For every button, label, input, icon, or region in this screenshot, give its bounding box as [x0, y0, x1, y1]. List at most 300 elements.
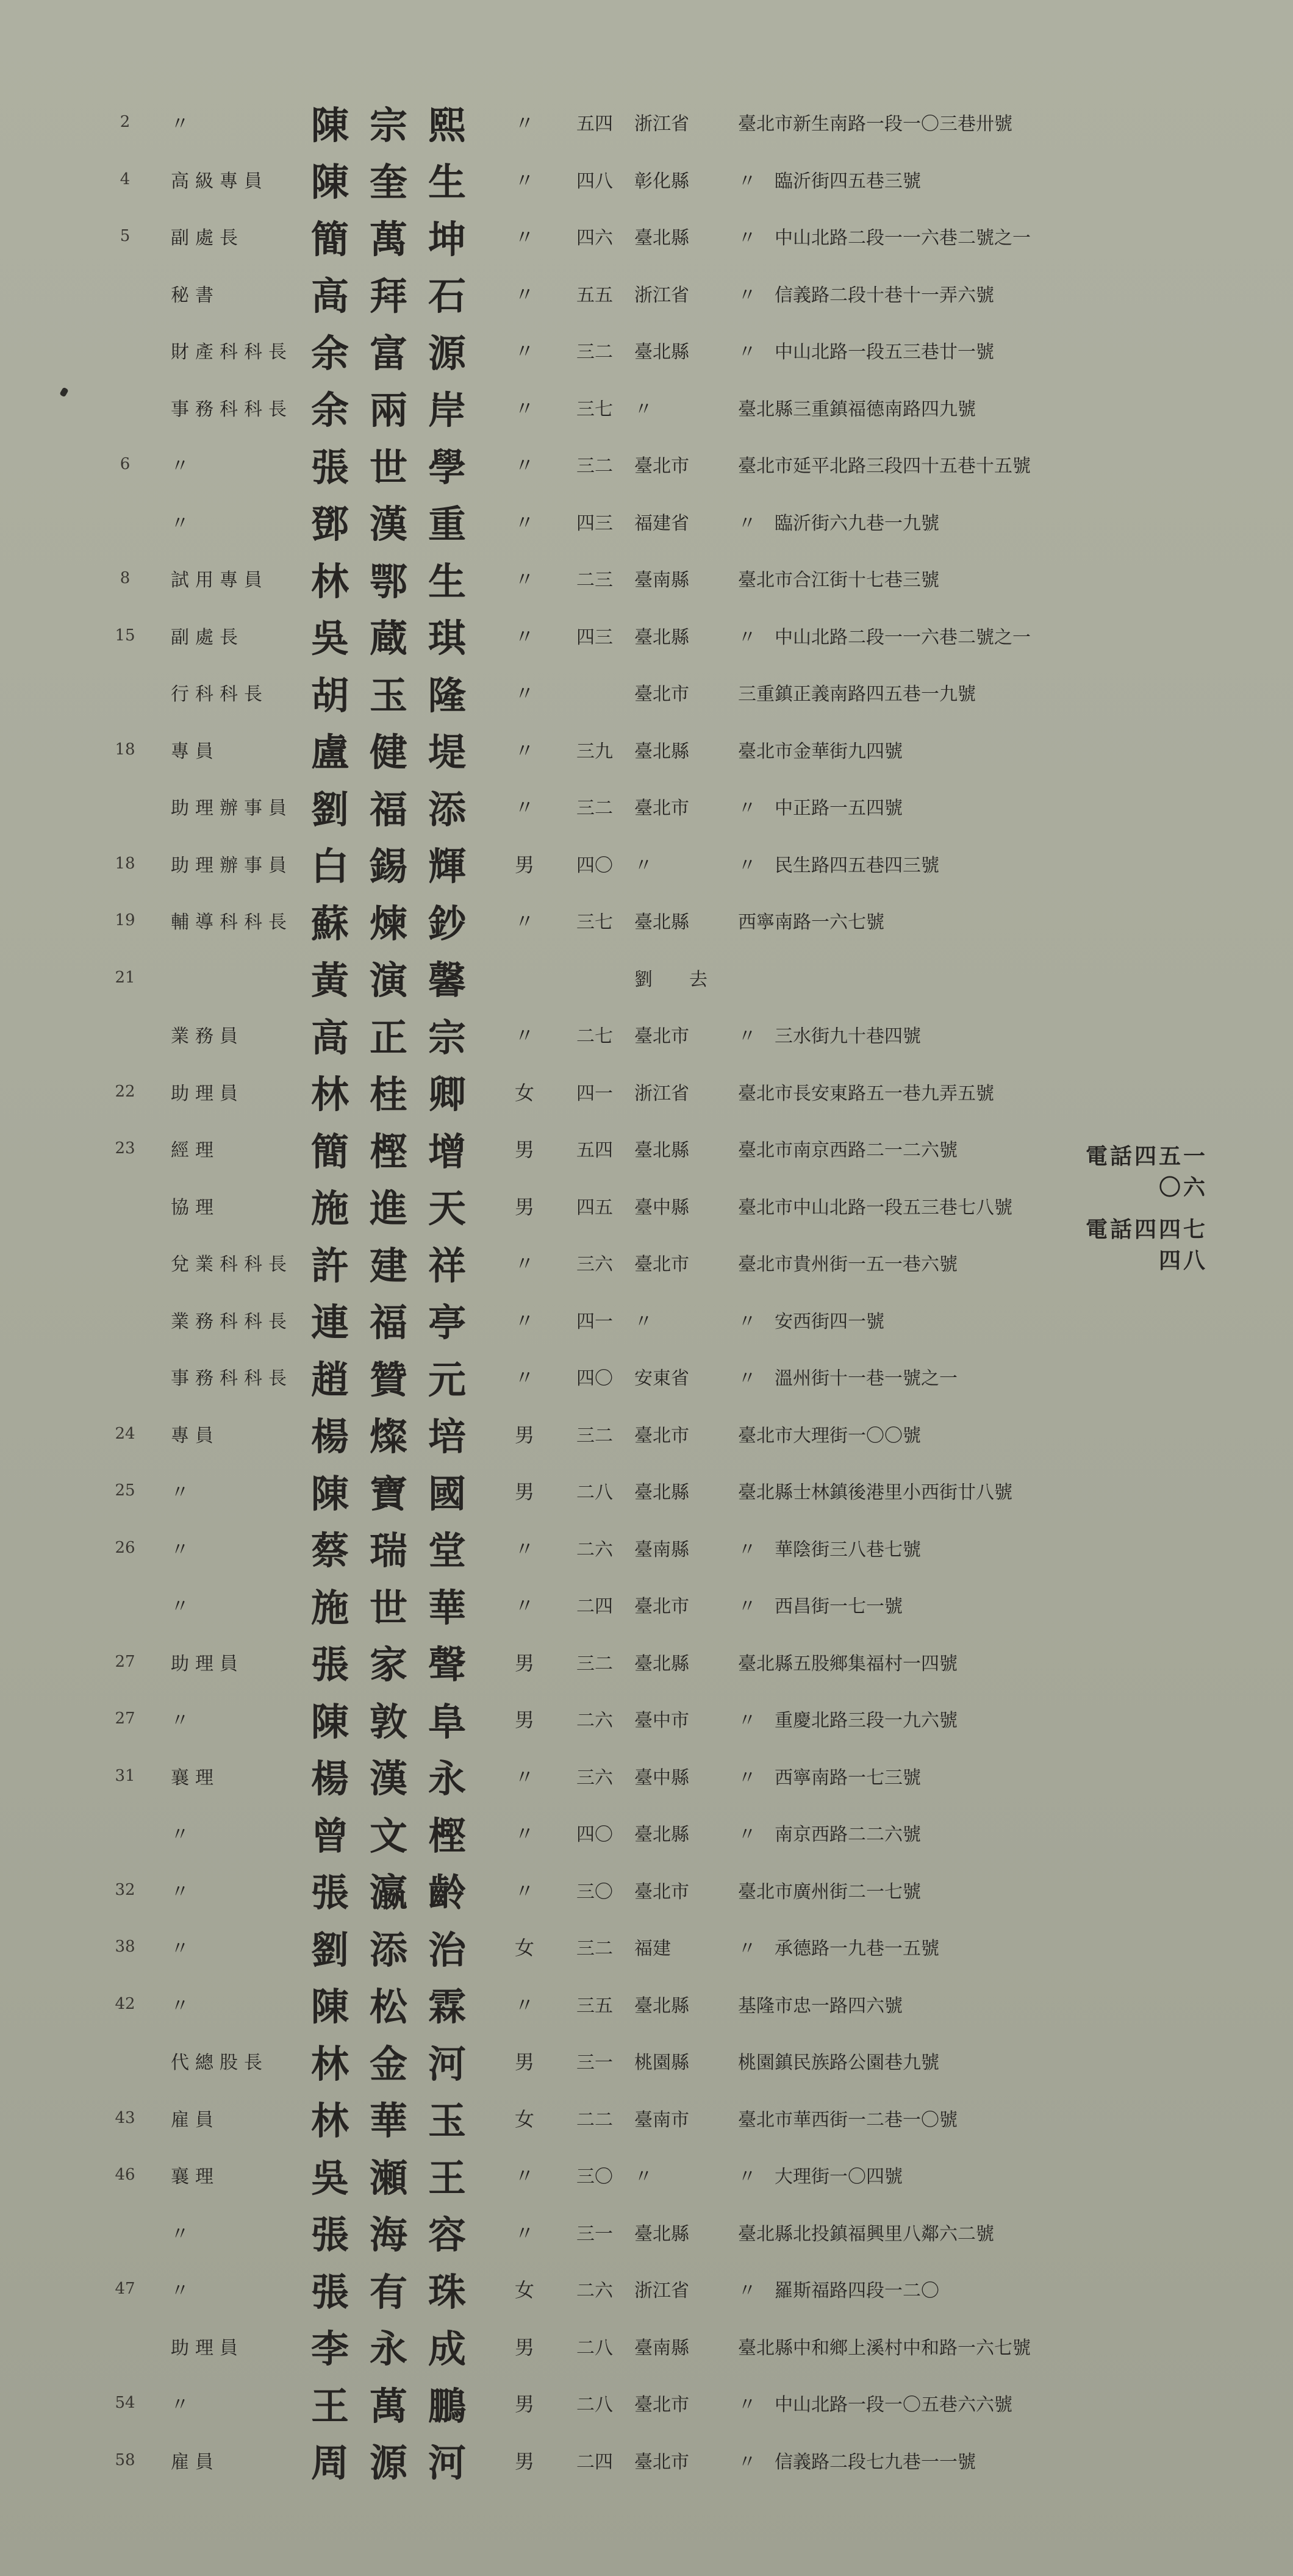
roster-row	[91, 1528, 1116, 1573]
roster-addr: 〃 中山北路一段五三巷廿一號	[738, 342, 994, 363]
roster-name: 蘇煉鈔	[311, 901, 487, 946]
roster-addr: 〃 承德路一九巷一五號	[738, 1938, 939, 1959]
roster-addr: 臺北市貴州街一五一巷六號	[738, 1254, 958, 1275]
roster-row	[91, 160, 1116, 204]
roster-origin: 臺北縣	[634, 1824, 689, 1845]
roster-gender: 〃	[514, 226, 534, 249]
roster-age: 三〇	[576, 1881, 613, 1903]
roster-addr: 〃 安西街四一號	[738, 1311, 884, 1333]
roster-gender: 男	[514, 1708, 534, 1731]
roster-row	[91, 2098, 1116, 2143]
roster-row	[91, 1585, 1116, 1630]
phone-number-1: 電話四五一〇六	[1086, 1143, 1208, 1200]
roster-age: 三二	[576, 456, 613, 477]
roster-no: 2	[120, 113, 131, 131]
roster-gender: 男	[514, 2449, 534, 2473]
roster-no: 27	[115, 1652, 135, 1671]
roster-row	[91, 1243, 1116, 1288]
roster-title: 助理辦事員	[171, 798, 293, 819]
roster-row	[91, 445, 1116, 490]
roster-age: 五四	[576, 113, 613, 135]
roster-age: 三七	[576, 912, 613, 933]
roster-row	[91, 502, 1116, 546]
roster-no: 31	[115, 1766, 135, 1785]
roster-origin: 臺南市	[634, 2109, 689, 2131]
roster-origin: 〃	[634, 1311, 653, 1333]
roster-age: 二六	[576, 1539, 613, 1561]
roster-row	[91, 2441, 1116, 2485]
roster-row	[91, 1870, 1116, 1915]
roster-title: 襄理	[171, 2166, 220, 2188]
roster-name: 陳宗熙	[311, 102, 487, 148]
roster-name: 周源河	[311, 2441, 487, 2485]
roster-addr: 臺北縣北投鎮福興里八鄰六二號	[738, 2223, 994, 2245]
roster-age: 三六	[576, 1767, 613, 1789]
roster-name: 趙贊元	[311, 1357, 487, 1402]
roster-origin: 臺北市	[634, 2451, 689, 2473]
roster-title: 襄理	[171, 1767, 220, 1789]
roster-row	[91, 787, 1116, 832]
roster-no: 25	[115, 1481, 135, 1500]
roster-gender: 〃	[514, 1366, 534, 1389]
roster-title: 秘書	[171, 284, 220, 306]
roster-addr: 〃 中山北路二段一一六巷二號之一	[738, 626, 1031, 648]
roster-gender: 〃	[514, 282, 534, 306]
roster-origin: 臺北市	[634, 1425, 689, 1447]
roster-origin: 浙江省	[634, 1082, 689, 1104]
roster-name: 楊燦培	[311, 1414, 487, 1459]
roster-no: 38	[115, 1937, 135, 1956]
roster-row	[91, 1357, 1116, 1402]
roster-name: 吳蔵琪	[311, 616, 487, 660]
roster-origin: 浙江省	[634, 2280, 689, 2302]
roster-origin: 臺北市	[634, 456, 689, 477]
roster-origin: 〃	[634, 854, 653, 876]
roster-title: 雇員	[171, 2109, 220, 2131]
roster-no: 26	[115, 1538, 135, 1557]
roster-origin: 臺北縣	[634, 1653, 689, 1675]
roster-name: 陳奎生	[311, 160, 487, 204]
roster-gender: 〃	[514, 2221, 534, 2245]
roster-name: 吳瀬王	[311, 2155, 487, 2200]
roster-row	[91, 2269, 1116, 2314]
roster-name: 簡萬坤	[311, 216, 487, 262]
roster-row	[91, 1129, 1116, 1174]
roster-gender: 〃	[514, 1879, 534, 1903]
roster-name: 連福亭	[311, 1300, 487, 1345]
roster-title: 〃	[171, 2394, 195, 2416]
roster-name: 白錫輝	[311, 844, 487, 889]
roster-row	[91, 1072, 1116, 1117]
roster-gender: 〃	[514, 1822, 534, 1845]
roster-age: 二七	[576, 1026, 613, 1047]
roster-title: 協理	[171, 1197, 220, 1218]
roster-age: 二六	[576, 2280, 613, 2302]
roster-age: 四一	[576, 1311, 613, 1333]
roster-title: 〃	[171, 2280, 195, 2302]
roster-row	[91, 958, 1116, 1003]
roster-title: 〃	[171, 1881, 195, 1903]
roster-name: 張有珠	[311, 2269, 487, 2314]
roster-addr: 臺北市金華街九四號	[738, 740, 903, 762]
roster-age: 四三	[576, 626, 613, 648]
roster-name: 李永成	[311, 2327, 487, 2371]
roster-title: 〃	[171, 2223, 195, 2245]
roster-origin: 臺中縣	[634, 1767, 689, 1789]
roster-addr: 〃 臨沂街四五巷三號	[738, 170, 921, 192]
roster-addr: 臺北市廣州街二一七號	[738, 1881, 921, 1903]
roster-addr: 〃 三水街九十巷四號	[738, 1026, 921, 1047]
roster-addr: 〃 西寧南路一七三號	[738, 1767, 921, 1789]
roster-addr: 基隆市忠一路四六號	[738, 1995, 903, 2017]
roster-age: 二八	[576, 2337, 613, 2359]
roster-title: 代總股長	[171, 2052, 268, 2073]
roster-row	[91, 1300, 1116, 1345]
roster-name: 簡樫增	[311, 1129, 487, 1174]
roster-origin: 臺北市	[634, 1596, 689, 1617]
roster-gender: 女	[514, 1936, 534, 1959]
roster-age: 三六	[576, 1254, 613, 1275]
roster-gender: 〃	[514, 112, 534, 135]
roster-origin: 福建省	[634, 512, 689, 534]
roster-addr: 〃 南京西路二二六號	[738, 1824, 921, 1845]
roster-gender: 女	[514, 2278, 534, 2302]
roster-name: 林鄂生	[311, 559, 487, 604]
roster-gender: 女	[514, 2107, 534, 2131]
roster-origin: 臺北縣	[634, 912, 689, 933]
roster-age: 三一	[576, 2052, 613, 2073]
roster-gender: 〃	[514, 2164, 534, 2188]
roster-title: 專員	[171, 1425, 220, 1447]
roster-addr: 〃 中山北路二段一一六巷二號之一	[738, 227, 1031, 249]
roster-title: 〃	[171, 512, 195, 534]
roster-title: 助理員	[171, 1082, 244, 1104]
roster-gender: 男	[514, 1423, 534, 1447]
roster-name: 林金河	[311, 2041, 487, 2086]
roster-origin: 臺北市	[634, 1881, 689, 1903]
roster-name: 劉福添	[311, 787, 487, 832]
roster-origin: 〃	[634, 398, 653, 420]
roster-origin: 臺北縣	[634, 626, 689, 648]
roster-addr: 臺北市合江街十七巷三號	[738, 570, 939, 591]
roster-row	[91, 331, 1116, 376]
roster-no: 6	[120, 455, 131, 473]
roster-gender: 〃	[514, 568, 534, 591]
roster-age: 五四	[576, 1140, 613, 1161]
roster-gender: 〃	[514, 796, 534, 819]
roster-gender: 〃	[514, 1309, 534, 1333]
roster-gender: 〃	[514, 624, 534, 648]
roster-origin: 彰化縣	[634, 170, 689, 192]
roster-origin: 臺南縣	[634, 570, 689, 591]
roster-title: 財產科科長	[171, 342, 293, 363]
roster-gender: 〃	[514, 739, 534, 762]
roster-age: 四〇	[576, 1824, 613, 1845]
roster-origin: 〃	[634, 2166, 653, 2188]
roster-gender: 〃	[514, 168, 534, 192]
roster-no: 18	[115, 854, 135, 873]
roster-no: 24	[115, 1424, 135, 1443]
roster-origin: 臺北縣	[634, 342, 689, 363]
roster-row	[91, 1471, 1116, 1516]
roster-origin: 臺南縣	[634, 1539, 689, 1561]
roster-addr: 〃 大理街一〇四號	[738, 2166, 903, 2188]
roster-age: 四〇	[576, 854, 613, 876]
roster-title: 事務科科長	[171, 398, 293, 420]
roster-addr: 三重鎮正義南路四五巷一九號	[738, 684, 976, 705]
roster-row	[91, 2213, 1116, 2257]
roster-gender: 〃	[514, 340, 534, 363]
roster-title: 〃	[171, 1938, 195, 1959]
roster-origin: 臺北縣	[634, 1140, 689, 1161]
roster-row	[91, 730, 1116, 775]
roster-gender: 男	[514, 2050, 534, 2073]
roster-addr: 〃 重慶北路三段一九六號	[738, 1710, 958, 1731]
roster-origin: 臺北縣	[634, 1482, 689, 1503]
roster-addr: 臺北縣中和鄉上溪村中和路一六七號	[738, 2337, 1031, 2359]
roster-origin: 福建	[634, 1938, 671, 1959]
roster-origin: 安東省	[634, 1368, 689, 1389]
roster-addr: 〃 羅斯福路四段一二〇	[738, 2280, 939, 2302]
roster-row	[91, 1984, 1116, 2029]
roster-name: 張家聲	[311, 1642, 487, 1687]
roster-addr: 臺北縣五股鄉集福村一四號	[738, 1653, 958, 1675]
roster-gender: 〃	[514, 682, 534, 705]
roster-no: 4	[120, 170, 131, 188]
roster-row	[91, 844, 1116, 889]
roster-age: 四六	[576, 227, 613, 249]
roster-name: 劉添治	[311, 1927, 487, 1972]
roster-age: 四〇	[576, 1368, 613, 1389]
roster-age: 三九	[576, 740, 613, 762]
roster-row	[91, 616, 1116, 660]
roster-addr: 〃 西昌街一七一號	[738, 1596, 903, 1617]
roster-title: 〃	[171, 1995, 195, 2017]
roster-gender: 〃	[514, 1993, 534, 2017]
roster-row	[91, 216, 1116, 262]
roster-row	[91, 1642, 1116, 1687]
roster-age: 三五	[576, 1995, 613, 2017]
roster-age: 四一	[576, 1082, 613, 1104]
roster-row	[91, 102, 1116, 148]
roster-no: 32	[115, 1880, 135, 1899]
roster-title: 〃	[171, 1539, 195, 1561]
roster-age: 三二	[576, 342, 613, 363]
roster-addr: 〃 信義路二段七九巷一一號	[738, 2451, 976, 2473]
roster-title: 輔導科科長	[171, 912, 293, 933]
roster-gender: 男	[514, 2392, 534, 2416]
roster-origin: 浙江省	[634, 113, 689, 135]
roster-no: 27	[115, 1709, 135, 1728]
roster-no: 43	[115, 2108, 135, 2127]
roster-row	[91, 1699, 1116, 1744]
roster-row	[91, 2327, 1116, 2371]
roster-name: 陳寶國	[311, 1471, 487, 1516]
roster-no: 58	[115, 2450, 135, 2469]
roster-origin: 臺北縣	[634, 2223, 689, 2245]
roster-no: 8	[120, 569, 131, 587]
roster-title: 行科科長	[171, 684, 268, 705]
roster-title: 〃	[171, 1824, 195, 1845]
roster-title: 副處長	[171, 626, 244, 648]
roster-no: 19	[115, 911, 135, 929]
roster-title: 兌業科科長	[171, 1254, 293, 1275]
roster-age: 二四	[576, 1596, 613, 1617]
roster-title: 高級專員	[171, 170, 268, 192]
roster-name: 張海容	[311, 2213, 487, 2257]
roster-title: 專員	[171, 740, 220, 762]
roster-name: 林桂卿	[311, 1072, 487, 1117]
roster-addr: 〃 臨沂街六九巷一九號	[738, 512, 939, 534]
roster-origin: 臺北市	[634, 684, 689, 705]
roster-title: 〃	[171, 1710, 195, 1731]
roster-addr: 〃 中山北路一段一〇五巷六六號	[738, 2394, 1012, 2416]
roster-row	[91, 901, 1116, 946]
roster-name: 施進天	[311, 1186, 487, 1231]
roster-gender: 男	[514, 2335, 534, 2359]
roster-title: 事務科科長	[171, 1368, 293, 1389]
roster-age: 二四	[576, 2451, 613, 2473]
roster-row	[91, 673, 1116, 718]
roster-title: 試用專員	[171, 570, 268, 591]
roster-no: 23	[115, 1139, 135, 1157]
roster-origin: 臺北縣	[634, 1995, 689, 2017]
roster-no: 22	[115, 1082, 135, 1101]
roster-name: 胡玉隆	[311, 673, 487, 718]
roster-addr: 臺北縣三重鎮福德南路四九號	[738, 398, 976, 420]
roster-age: 三〇	[576, 2166, 613, 2188]
roster-name: 林華玉	[311, 2098, 487, 2143]
roster-age: 三二	[576, 1653, 613, 1675]
roster-row	[91, 1756, 1116, 1801]
roster-name: 許建祥	[311, 1243, 487, 1288]
roster-addr: 〃 中正路一五四號	[738, 798, 903, 819]
roster-title: 業務員	[171, 1026, 244, 1047]
roster-name: 余富源	[311, 331, 487, 376]
roster-gender: 男	[514, 853, 534, 876]
roster-gender: 〃	[514, 1252, 534, 1275]
roster-row	[91, 1186, 1116, 1231]
roster-row	[91, 388, 1116, 432]
roster-gender: 〃	[514, 1537, 534, 1561]
roster-row	[91, 2383, 1116, 2428]
roster-title: 助理員	[171, 2337, 244, 2359]
roster-name: 王萬鵬	[311, 2383, 487, 2428]
roster-title: 〃	[171, 1482, 195, 1503]
roster-addr: 臺北市新生南路一段一〇三巷卅號	[738, 113, 1012, 135]
roster-origin: 臺北縣	[634, 740, 689, 762]
roster-age: 三二	[576, 1938, 613, 1959]
roster-origin: 臺北市	[634, 798, 689, 819]
roster-no: 15	[115, 626, 135, 645]
roster-gender: 男	[514, 1480, 534, 1503]
roster-name: 陳松霖	[311, 1984, 487, 2029]
roster-age: 二六	[576, 1710, 613, 1731]
roster-age: 二八	[576, 2394, 613, 2416]
roster-addr: 臺北市延平北路三段四十五巷十五號	[738, 456, 1031, 477]
roster-age: 二八	[576, 1482, 613, 1503]
roster-age: 三七	[576, 398, 613, 420]
roster-addr: 西寧南路一六七號	[738, 912, 884, 933]
roster-gender: 〃	[514, 1765, 534, 1789]
roster-name: 蔡瑞堂	[311, 1528, 487, 1573]
roster-age: 二三	[576, 570, 613, 591]
roster-gender: 男	[514, 1195, 534, 1218]
roster-origin: 臺北市	[634, 1026, 689, 1047]
roster-name: 張瀛齡	[311, 1870, 487, 1915]
roster-name: 施世華	[311, 1585, 487, 1630]
roster-origin: 臺北市	[634, 1254, 689, 1275]
roster-age: 四八	[576, 170, 613, 192]
roster-title: 業務科科長	[171, 1311, 293, 1333]
roster-name: 黃演馨	[311, 958, 487, 1003]
roster-age: 三二	[576, 798, 613, 819]
roster-name: 余兩岸	[311, 388, 487, 432]
roster-origin: 臺北縣	[634, 227, 689, 249]
roster-no: 42	[115, 1994, 135, 2013]
roster-title: 經理	[171, 1140, 220, 1161]
roster-gender: 〃	[514, 1594, 534, 1617]
roster-row	[91, 1015, 1116, 1060]
roster-no: 18	[115, 740, 135, 759]
roster-name: 陳敦阜	[311, 1699, 487, 1744]
roster-age: 二二	[576, 2109, 613, 2131]
roster-age: 五五	[576, 284, 613, 306]
roster-name: 楊漢永	[311, 1756, 487, 1801]
phone-number-2: 電話四四七四八	[1086, 1217, 1208, 1273]
roster-addr: 臺北市長安東路五一巷九弄五號	[738, 1082, 994, 1104]
roster-age: 四三	[576, 512, 613, 534]
roster-row	[91, 1927, 1116, 1972]
roster-origin: 臺南縣	[634, 2337, 689, 2359]
roster-name: 鄧漢重	[311, 502, 487, 546]
roster-name: 高正宗	[311, 1015, 487, 1060]
roster-gender: 〃	[514, 510, 534, 534]
roster-row	[91, 1414, 1116, 1459]
roster-row	[91, 1813, 1116, 1858]
roster-no: 46	[115, 2166, 135, 2184]
roster-origin: 浙江省	[634, 284, 689, 306]
roster-age: 四五	[576, 1197, 613, 1218]
roster-addr: 〃 華陰街三八巷七號	[738, 1539, 921, 1561]
roster-name: 張世學	[311, 445, 487, 490]
roster-addr: 臺北縣士林鎮後港里小西街廿八號	[738, 1482, 1012, 1503]
roster-title: 〃	[171, 113, 195, 135]
roster-addr: 桃園鎮民族路公園巷九號	[738, 2052, 939, 2073]
roster-name: 高拜石	[311, 274, 487, 318]
roster-gender: 〃	[514, 454, 534, 477]
roster-gender: 〃	[514, 396, 534, 420]
roster-gender: 女	[514, 1081, 534, 1104]
roster-title: 〃	[171, 1596, 195, 1617]
roster-gender: 男	[514, 1651, 534, 1675]
roster-origin: 臺中縣	[634, 1197, 689, 1218]
roster-addr: 〃 信義路二段十巷十一弄六號	[738, 284, 994, 306]
roster-title: 副處長	[171, 227, 244, 249]
roster-no: 21	[115, 968, 135, 987]
roster-origin: 臺中市	[634, 1710, 689, 1731]
roster-no: 54	[115, 2394, 135, 2412]
roster-row	[91, 2155, 1116, 2200]
roster-addr: 〃 溫州街十一巷一號之一	[738, 1368, 958, 1389]
roster-addr: 臺北市華西街一二巷一〇號	[738, 2109, 958, 2131]
roster-row	[91, 274, 1116, 318]
roster-addr: 〃 民生路四五巷四三號	[738, 854, 939, 876]
roster-title: 〃	[171, 456, 195, 477]
roster-origin: 桃園縣	[634, 2052, 689, 2073]
roster-gender: 〃	[514, 1024, 534, 1047]
roster-name: 曾文樫	[311, 1813, 487, 1858]
